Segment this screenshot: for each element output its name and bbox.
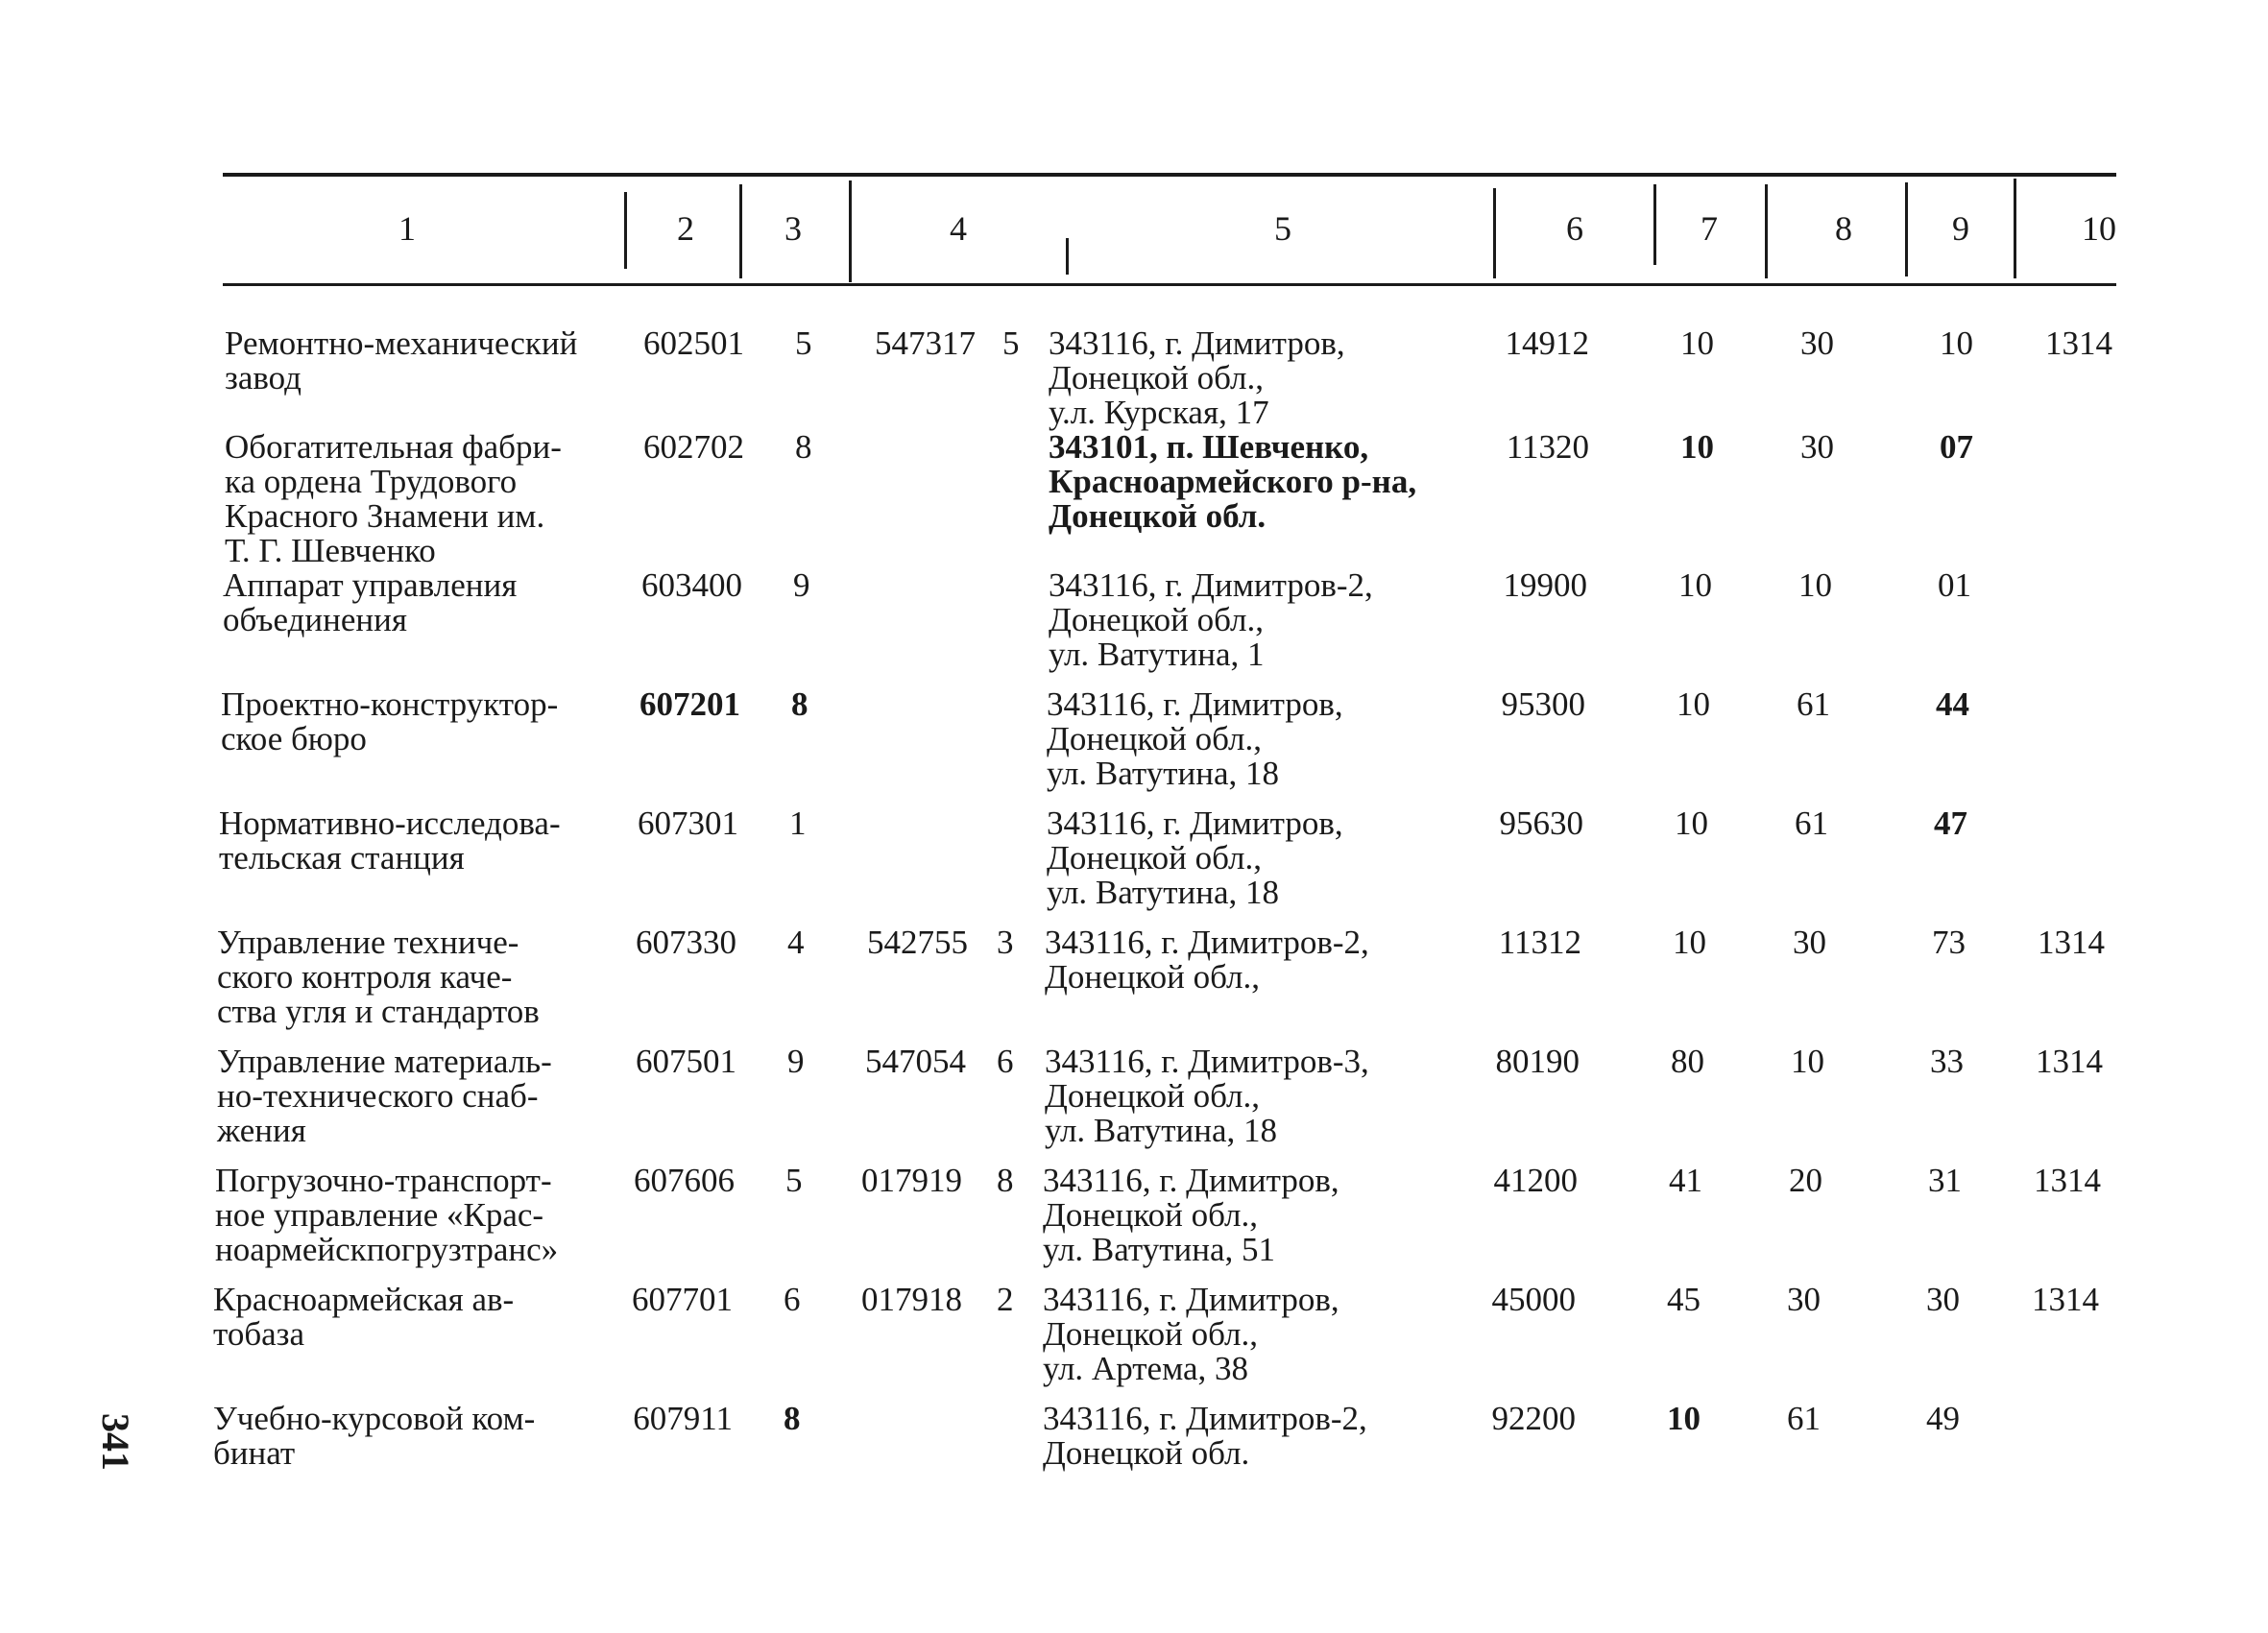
code-col4: 542755: [867, 924, 968, 961]
column-header-8: 8: [1835, 209, 1852, 248]
code-col10: 1314: [2034, 1162, 2101, 1199]
table-header-rule: [223, 283, 2116, 286]
code-col4: 547054: [865, 1043, 966, 1080]
column-header-4: 4: [950, 209, 967, 248]
org-name: Красноармейская ав- тобаза: [213, 1281, 515, 1353]
code-col3: 9: [787, 1043, 805, 1080]
address: 343116, г. Димитров-2, Донецкой обл., ул. Ватутина, 1: [1049, 566, 1373, 673]
address: 343116, г. Димитров-2, Донецкой обл.: [1043, 1400, 1367, 1472]
table-top-rule: [223, 173, 2116, 177]
code-col9: 01: [1938, 566, 1971, 604]
org-name: Проектно-конструктор- ское бюро: [221, 685, 559, 757]
header-divider-1: [624, 192, 627, 269]
code-col10: 1314: [2038, 924, 2105, 961]
column-header-10: 10: [2082, 209, 2116, 248]
code-col3: 5: [785, 1162, 803, 1199]
code-col4: 547317: [875, 324, 976, 362]
code-col3: 5: [795, 324, 812, 362]
header-divider-7: [1765, 184, 1768, 278]
address: 343116, г. Димитров, Донецкой обл., у.л. Курская, 17: [1049, 324, 1345, 431]
code-col2: 607330: [636, 924, 736, 961]
code-col2: 602501: [643, 324, 744, 362]
code-col7: 10: [1678, 566, 1712, 604]
address: 343116, г. Димитров-3, Донецкой обл., ул. Ватутина, 18: [1045, 1043, 1369, 1149]
org-name: Управление техниче- ского контроля каче- ства угля и стандартов: [217, 924, 540, 1030]
code-col6: 11320: [1506, 428, 1589, 466]
code-col8: 61: [1797, 685, 1830, 723]
code-col2: 602702: [643, 428, 744, 466]
code-col3: 8: [795, 428, 812, 466]
header-divider-8: [1905, 182, 1908, 276]
code-col2: 607301: [638, 804, 738, 842]
code-col3: 8: [784, 1400, 801, 1437]
code-col7: 41: [1669, 1162, 1702, 1199]
code-col8: 10: [1798, 566, 1832, 604]
code-col6: 95630: [1499, 804, 1583, 842]
column-header-1: 1: [398, 209, 416, 248]
header-divider-6: [1653, 184, 1656, 265]
code-col6: 80190: [1495, 1043, 1580, 1080]
code-col9: 73: [1932, 924, 1966, 961]
code-col9: 44: [1936, 685, 1969, 723]
code-col2: 607201: [639, 685, 740, 723]
code-col3: 4: [787, 924, 805, 961]
column-header-6: 6: [1566, 209, 1583, 248]
header-divider-2: [739, 184, 742, 278]
code-col10: 1314: [2032, 1281, 2099, 1318]
org-name: Управление материаль- но-технического снаб- жения: [217, 1043, 552, 1149]
code-col2: 607606: [634, 1162, 735, 1199]
code-col7: 45: [1667, 1281, 1701, 1318]
address: 343116, г. Димитров, Донецкой обл., ул. Артема, 38: [1043, 1281, 1339, 1387]
code-col3: 9: [793, 566, 810, 604]
code-col7: 10: [1680, 428, 1714, 466]
code-col8: 20: [1789, 1162, 1822, 1199]
code-col6: 45000: [1491, 1281, 1576, 1318]
code-col6: 92200: [1491, 1400, 1576, 1437]
address: 343116, г. Димитров, Донецкой обл., ул. Ватутина, 18: [1047, 685, 1343, 792]
page-number: 341: [94, 1413, 137, 1471]
code-col10: 1314: [2036, 1043, 2103, 1080]
code-col8: 61: [1795, 804, 1828, 842]
header-divider-4: [1066, 238, 1069, 275]
org-name: Аппарат управления объединения: [223, 566, 518, 638]
code-col4-check: 6: [997, 1043, 1014, 1080]
code-col7: 10: [1675, 804, 1708, 842]
column-header-9: 9: [1952, 209, 1969, 248]
code-col3: 1: [789, 804, 807, 842]
code-col6: 19900: [1503, 566, 1587, 604]
code-col4: 017918: [861, 1281, 962, 1318]
column-header-2: 2: [677, 209, 694, 248]
code-col6: 11312: [1498, 924, 1581, 961]
org-name: Обогатительная фабри- ка ордена Трудового Красного Знамени им. Т. Г. Шевченко: [225, 428, 562, 569]
code-col7: 10: [1680, 324, 1714, 362]
column-header-7: 7: [1701, 209, 1718, 248]
address: 343116, г. Димитров, Донецкой обл., ул. Ватутина, 51: [1043, 1162, 1339, 1268]
org-name: Ремонтно-механический завод: [225, 324, 578, 396]
org-name: Нормативно-исследова- тельская станция: [219, 804, 561, 877]
code-col6: 41200: [1493, 1162, 1578, 1199]
code-col9: 31: [1928, 1162, 1962, 1199]
code-col9: 47: [1934, 804, 1967, 842]
code-col8: 30: [1787, 1281, 1821, 1318]
code-col2: 603400: [641, 566, 742, 604]
code-col9: 30: [1926, 1281, 1960, 1318]
address: 343101, п. Шевченко, Красноармейского р-на, Донецкой обл.: [1049, 428, 1417, 535]
code-col10: 1314: [2045, 324, 2112, 362]
code-col6: 14912: [1505, 324, 1589, 362]
column-header-5: 5: [1274, 209, 1291, 248]
code-col2: 607501: [636, 1043, 736, 1080]
code-col2: 607911: [633, 1400, 733, 1437]
code-col8: 30: [1800, 428, 1834, 466]
code-col6: 95300: [1501, 685, 1585, 723]
code-col4-check: 8: [997, 1162, 1014, 1199]
header-divider-3: [849, 180, 852, 282]
address: 343116, г. Димитров-2, Донецкой обл.,: [1045, 924, 1369, 996]
code-col9: 49: [1926, 1400, 1960, 1437]
code-col8: 30: [1800, 324, 1834, 362]
code-col3: 8: [791, 685, 808, 723]
code-col7: 10: [1667, 1400, 1701, 1437]
code-col9: 07: [1940, 428, 1973, 466]
code-col2: 607701: [632, 1281, 733, 1318]
code-col8: 30: [1793, 924, 1826, 961]
code-col7: 10: [1673, 924, 1706, 961]
code-col8: 10: [1791, 1043, 1824, 1080]
code-col4-check: 3: [997, 924, 1014, 961]
code-col9: 10: [1940, 324, 1973, 362]
header-divider-5: [1493, 188, 1496, 278]
code-col4: 017919: [861, 1162, 962, 1199]
address: 343116, г. Димитров, Донецкой обл., ул. Ватутина, 18: [1047, 804, 1343, 911]
code-col7: 10: [1677, 685, 1710, 723]
code-col9: 33: [1930, 1043, 1964, 1080]
code-col3: 6: [784, 1281, 801, 1318]
code-col4-check: 2: [997, 1281, 1014, 1318]
header-divider-9: [2014, 179, 2016, 278]
org-name: Учебно-курсовой ком- бинат: [213, 1400, 536, 1472]
code-col8: 61: [1787, 1400, 1821, 1437]
org-name: Погрузочно-транспорт- ное управление «Крас- ноармейскпогрузтранс»: [215, 1162, 559, 1268]
column-header-3: 3: [784, 209, 802, 248]
code-col4-check: 5: [1002, 324, 1020, 362]
code-col7: 80: [1671, 1043, 1704, 1080]
